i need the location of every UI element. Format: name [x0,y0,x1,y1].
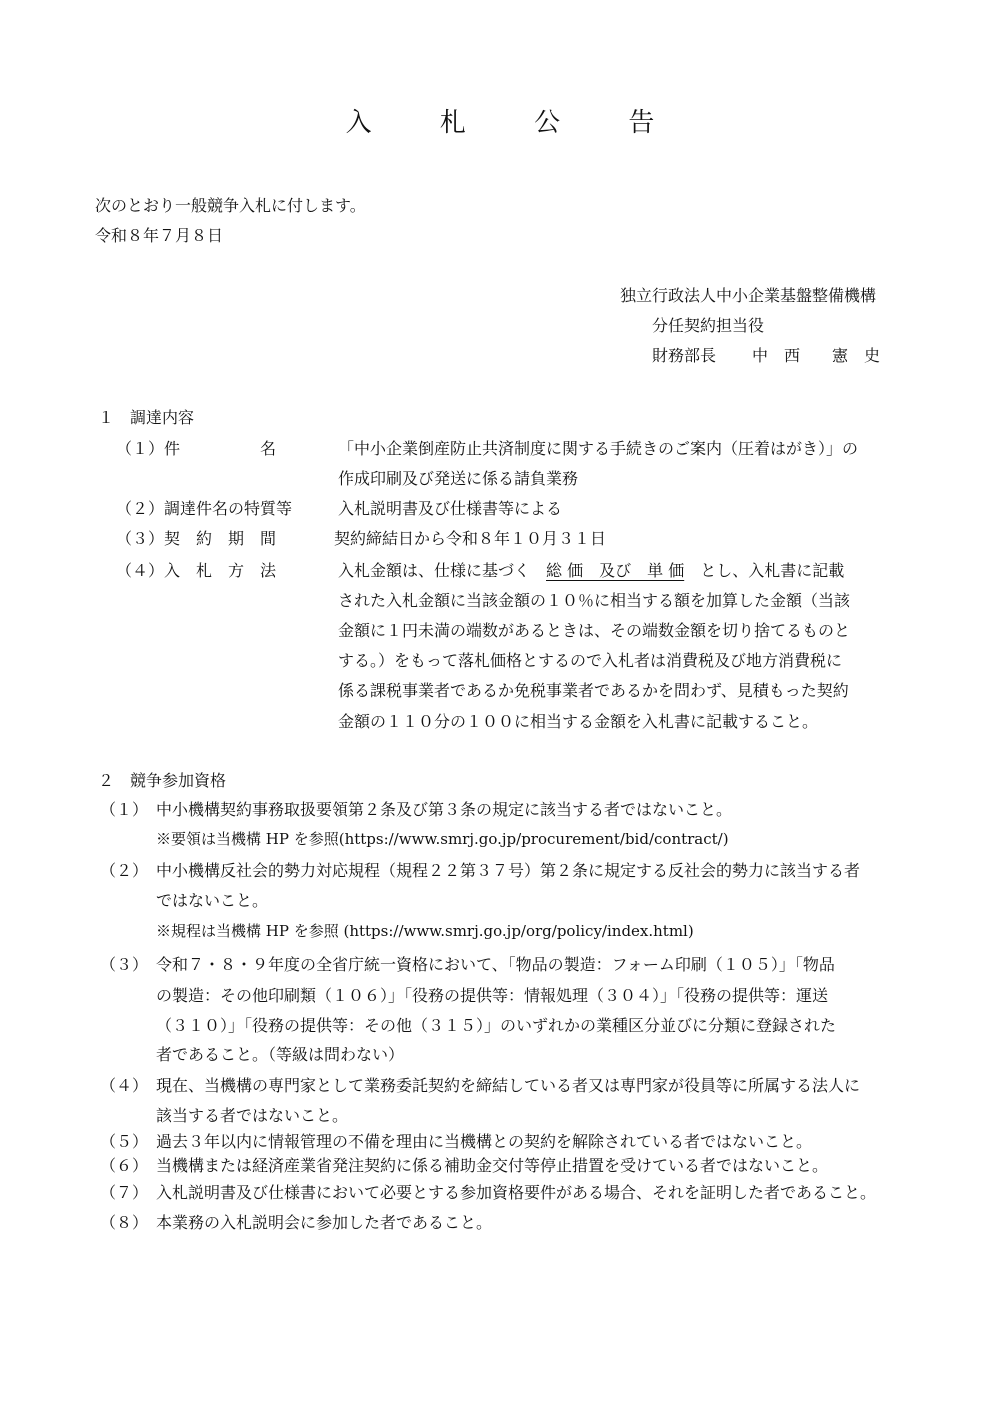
item4-line: された入札金額に当該金額の１０％に相当する額を加算した金額（当該 [338,591,851,610]
qual7-number: （７） [100,1183,149,1202]
issuer-name: 中 西 憲 史 [752,346,881,365]
qual2-line: 中小機構反社会的勢力対応規程（規程２２第３７号）第２条に規定する反社会的勢力に該当する者 [156,861,861,880]
qual8-line: 本業務の入札説明会に参加した者であること。 [156,1213,493,1232]
notice-date: 令和８年７月８日 [95,226,224,245]
qual2-note: ※規程は当機構 HP を参照 (https://www.smrj.go.jp/org/policy/index.html) [156,922,694,940]
qual3-number: （３） [100,955,149,974]
item4-line: 金額に１円未満の端数があるときは、その端数金額を切り捨てるものと [338,621,851,640]
qual8-number: （８） [100,1213,149,1232]
qual3-line: の製造：その他印刷類（１０６）」「役務の提供等：情報処理（３０４）」「役務の提供等：運送 [156,986,829,1005]
qual6-number: （６） [100,1156,149,1175]
qual2-line: ではないこと。 [156,891,269,910]
qual4-line: 該当する者ではないこと。 [156,1106,349,1125]
qual6-line: 当機構または経済産業省発注契約に係る補助金交付等停止措置を受けている者ではないこと。 [156,1156,829,1175]
item4-line: 金額の１１０分の１００に相当する金額を入札書に記載すること。 [338,712,819,731]
section1-heading: １ 調達内容 [98,408,195,427]
qual7-line: 入札説明書及び仕様書において必要とする参加資格要件がある場合、それを証明した者であること。 [156,1183,877,1202]
issuer-org: 独立行政法人中小企業基盤整備機構 [620,286,877,305]
issuer-role: 分任契約担当役 [652,316,765,335]
item4-label: （４）入 札 方 法 [116,561,277,580]
item1-label: （１）件 名 [116,439,277,458]
intro-text: 次のとおり一般競争入札に付します。 [95,196,366,215]
item4-line: する。）をもって落札価格とするので入札者は消費税及び地方消費税に [338,651,843,670]
qual1-note: ※要領は当機構 HP を参照(https://www.smrj.go.jp/procurement/bid/contract/) [156,830,729,848]
qual2-number: （２） [100,861,149,880]
item3-line: 契約締結日から令和８年１０月３１日 [334,529,607,548]
item4-underlined-text: 総 価 及び 単 価 [546,561,685,580]
item4-line-pre: 入札金額は、仕様に基づく [338,561,547,580]
qual5-number: （５） [100,1132,149,1151]
qual1-line: 中小機構契約事務取扱要領第２条及び第３条の規定に該当する者ではないこと。 [156,800,733,819]
item4-line: 係る課税事業者であるか免税事業者であるかを問わず、見積もった契約 [338,681,849,700]
qual4-line: 現在、当機構の専門家として業務委託契約を締結している者又は専門家が役員等に所属する法人に [156,1076,861,1095]
page-title: 入 札 公 告 [345,108,685,138]
item3-label: （３）契 約 期 間 [116,529,277,548]
item1-line: 作成印刷及び発送に係る請負業務 [338,469,579,488]
item2-line: 入札説明書及び仕様書等による [338,499,563,518]
qual3-line: 者であること。（等級は問わない） [156,1045,405,1064]
item4-line-first [338,563,844,579]
item4-line-post: とし、入札書に記載 [684,561,845,580]
qual4-number: （４） [100,1076,149,1095]
qual3-line: （３１０）」「役務の提供等：その他（３１５）」のいずれかの業種区分並びに分類に登録された [156,1016,837,1035]
qual1-number: （１） [100,800,149,819]
qual3-line: 令和７・８・９年度の全省庁統一資格において、「物品の製造：フォーム印刷（１０５）」「物品 [156,955,835,974]
item2-label: （２）調達件名の特質等 [116,499,293,518]
section2-heading: ２ 競争参加資格 [98,771,227,790]
issuer-dept: 財務部長 [652,346,717,365]
item1-line: 「中小企業倒産防止共済制度に関する手続きのご案内（圧着はがき）」の [338,439,859,458]
qual5-line: 過去３年以内に情報管理の不備を理由に当機構との契約を解除されている者ではないこと。 [156,1132,813,1151]
